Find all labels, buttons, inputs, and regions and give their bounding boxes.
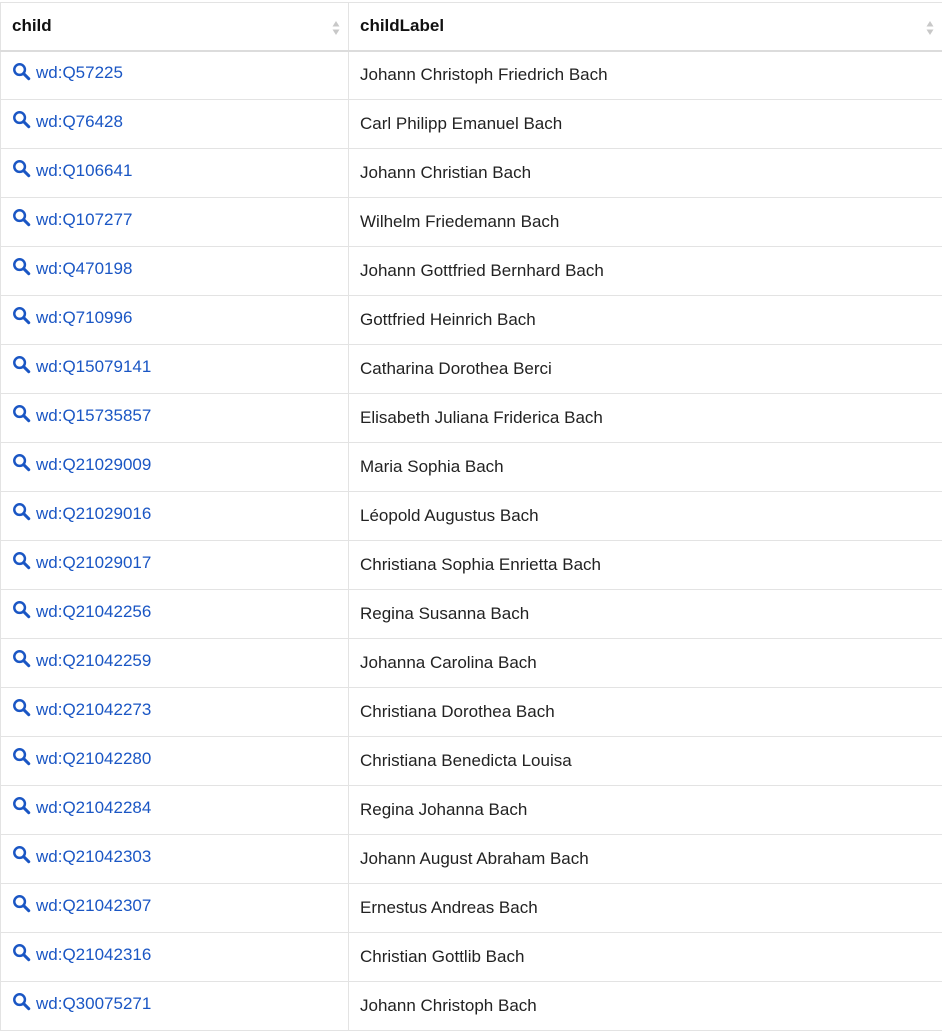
search-icon[interactable] <box>12 649 31 668</box>
cell-child <box>1 786 349 835</box>
search-icon[interactable] <box>12 943 31 962</box>
table-row <box>1 590 942 639</box>
cell-child-label: Johann Christoph Bach <box>349 982 942 1031</box>
table-row <box>1 688 942 737</box>
column-header-label: childLabel <box>360 16 444 35</box>
entity-id[interactable]: wd:Q21042259 <box>36 651 151 671</box>
entity-id[interactable]: wd:Q21042280 <box>36 749 151 769</box>
search-icon[interactable] <box>12 159 31 178</box>
cell-child <box>1 296 349 345</box>
cell-child-label: Christiana Dorothea Bach <box>349 688 942 737</box>
cell-child-label: Carl Philipp Emanuel Bach <box>349 100 942 149</box>
entity-id[interactable]: wd:Q21042303 <box>36 847 151 867</box>
cell-child-label: Johann Gottfried Bernhard Bach <box>349 247 942 296</box>
search-icon[interactable] <box>12 845 31 864</box>
cell-child-label: Christian Gottlib Bach <box>349 933 942 982</box>
search-icon[interactable] <box>12 992 31 1011</box>
cell-child <box>1 982 349 1031</box>
table-row <box>1 786 942 835</box>
table-row <box>1 835 942 884</box>
cell-child-label: Christiana Benedicta Louisa <box>349 737 942 786</box>
cell-child <box>1 51 349 100</box>
table-row <box>1 884 942 933</box>
table-row <box>1 737 942 786</box>
entity-id[interactable]: wd:Q21042273 <box>36 700 151 720</box>
cell-child <box>1 345 349 394</box>
entity-id[interactable]: wd:Q21042284 <box>36 798 151 818</box>
cell-child <box>1 688 349 737</box>
entity-link[interactable] <box>12 749 151 769</box>
sort-both-icon[interactable] <box>332 17 340 39</box>
cell-child-label: Regina Susanna Bach <box>349 590 942 639</box>
entity-link[interactable] <box>12 504 151 524</box>
cell-child <box>1 247 349 296</box>
table-row <box>1 639 942 688</box>
cell-child-label: Christiana Sophia Enrietta Bach <box>349 541 942 590</box>
entity-id[interactable]: wd:Q21042316 <box>36 945 151 965</box>
entity-link[interactable] <box>12 112 123 132</box>
cell-child <box>1 541 349 590</box>
cell-child <box>1 737 349 786</box>
table-row <box>1 345 942 394</box>
entity-id[interactable]: wd:Q21029009 <box>36 455 151 475</box>
entity-id[interactable]: wd:Q470198 <box>36 259 132 279</box>
table-row <box>1 149 942 198</box>
cell-child <box>1 835 349 884</box>
cell-child-label: Johann Christian Bach <box>349 149 942 198</box>
table-row <box>1 247 942 296</box>
column-header-childlabel[interactable] <box>349 3 942 51</box>
search-icon[interactable] <box>12 62 31 81</box>
sort-both-icon[interactable] <box>926 17 934 39</box>
table-row <box>1 443 942 492</box>
table-row <box>1 982 942 1031</box>
search-icon[interactable] <box>12 502 31 521</box>
search-icon[interactable] <box>12 453 31 472</box>
search-icon[interactable] <box>12 600 31 619</box>
cell-child-label: Catharina Dorothea Berci <box>349 345 942 394</box>
cell-child-label: Regina Johanna Bach <box>349 786 942 835</box>
cell-child-label: Johanna Carolina Bach <box>349 639 942 688</box>
entity-link[interactable] <box>12 406 151 426</box>
search-icon[interactable] <box>12 747 31 766</box>
entity-link[interactable] <box>12 945 151 965</box>
cell-child <box>1 443 349 492</box>
cell-child <box>1 933 349 982</box>
cell-child <box>1 394 349 443</box>
entity-link[interactable] <box>12 798 151 818</box>
entity-link[interactable] <box>12 700 151 720</box>
table-body <box>1 51 942 1031</box>
cell-child-label: Johann Christoph Friedrich Bach <box>349 51 942 100</box>
entity-id[interactable]: wd:Q710996 <box>36 308 132 328</box>
entity-id[interactable]: wd:Q107277 <box>36 210 132 230</box>
entity-link[interactable] <box>12 553 151 573</box>
search-icon[interactable] <box>12 551 31 570</box>
cell-child-label: Maria Sophia Bach <box>349 443 942 492</box>
entity-link[interactable] <box>12 210 132 230</box>
search-icon[interactable] <box>12 698 31 717</box>
cell-child <box>1 149 349 198</box>
cell-child <box>1 884 349 933</box>
entity-id[interactable]: wd:Q76428 <box>36 112 123 132</box>
search-icon[interactable] <box>12 110 31 129</box>
table-row <box>1 296 942 345</box>
entity-id[interactable]: wd:Q21029017 <box>36 553 151 573</box>
table-row <box>1 51 942 100</box>
search-icon[interactable] <box>12 257 31 276</box>
entity-link[interactable] <box>12 847 151 867</box>
cell-child <box>1 639 349 688</box>
entity-id[interactable]: wd:Q15079141 <box>36 357 151 377</box>
entity-link[interactable] <box>12 308 132 328</box>
search-icon[interactable] <box>12 894 31 913</box>
entity-id[interactable]: wd:Q21042256 <box>36 602 151 622</box>
search-icon[interactable] <box>12 355 31 374</box>
cell-child-label: Wilhelm Friedemann Bach <box>349 198 942 247</box>
cell-child-label: Gottfried Heinrich Bach <box>349 296 942 345</box>
table-row <box>1 394 942 443</box>
cell-child-label: Elisabeth Juliana Friderica Bach <box>349 394 942 443</box>
column-header-child[interactable] <box>1 3 349 51</box>
entity-link[interactable] <box>12 896 151 916</box>
column-header-label: child <box>12 16 52 35</box>
entity-link[interactable] <box>12 161 132 181</box>
table-row <box>1 541 942 590</box>
cell-child <box>1 100 349 149</box>
search-icon[interactable] <box>12 796 31 815</box>
cell-child-label: Ernestus Andreas Bach <box>349 884 942 933</box>
entity-id[interactable]: wd:Q30075271 <box>36 994 151 1014</box>
entity-link[interactable] <box>12 651 151 671</box>
entity-link[interactable] <box>12 602 151 622</box>
entity-id[interactable]: wd:Q21042307 <box>36 896 151 916</box>
cell-child <box>1 198 349 247</box>
search-icon[interactable] <box>12 208 31 227</box>
entity-link[interactable] <box>12 259 132 279</box>
entity-id[interactable]: wd:Q57225 <box>36 63 123 83</box>
cell-child <box>1 492 349 541</box>
cell-child <box>1 590 349 639</box>
table-row <box>1 933 942 982</box>
cell-child-label: Johann August Abraham Bach <box>349 835 942 884</box>
entity-id[interactable]: wd:Q21029016 <box>36 504 151 524</box>
results-table <box>0 2 942 1031</box>
entity-link[interactable] <box>12 994 151 1014</box>
entity-link[interactable] <box>12 455 151 475</box>
table-row <box>1 198 942 247</box>
entity-id[interactable]: wd:Q106641 <box>36 161 132 181</box>
search-icon[interactable] <box>12 306 31 325</box>
cell-child-label: Léopold Augustus Bach <box>349 492 942 541</box>
entity-link[interactable] <box>12 63 123 83</box>
entity-id[interactable]: wd:Q15735857 <box>36 406 151 426</box>
header-row <box>1 3 942 51</box>
table-row <box>1 492 942 541</box>
search-icon[interactable] <box>12 404 31 423</box>
entity-link[interactable] <box>12 357 151 377</box>
table-row <box>1 100 942 149</box>
